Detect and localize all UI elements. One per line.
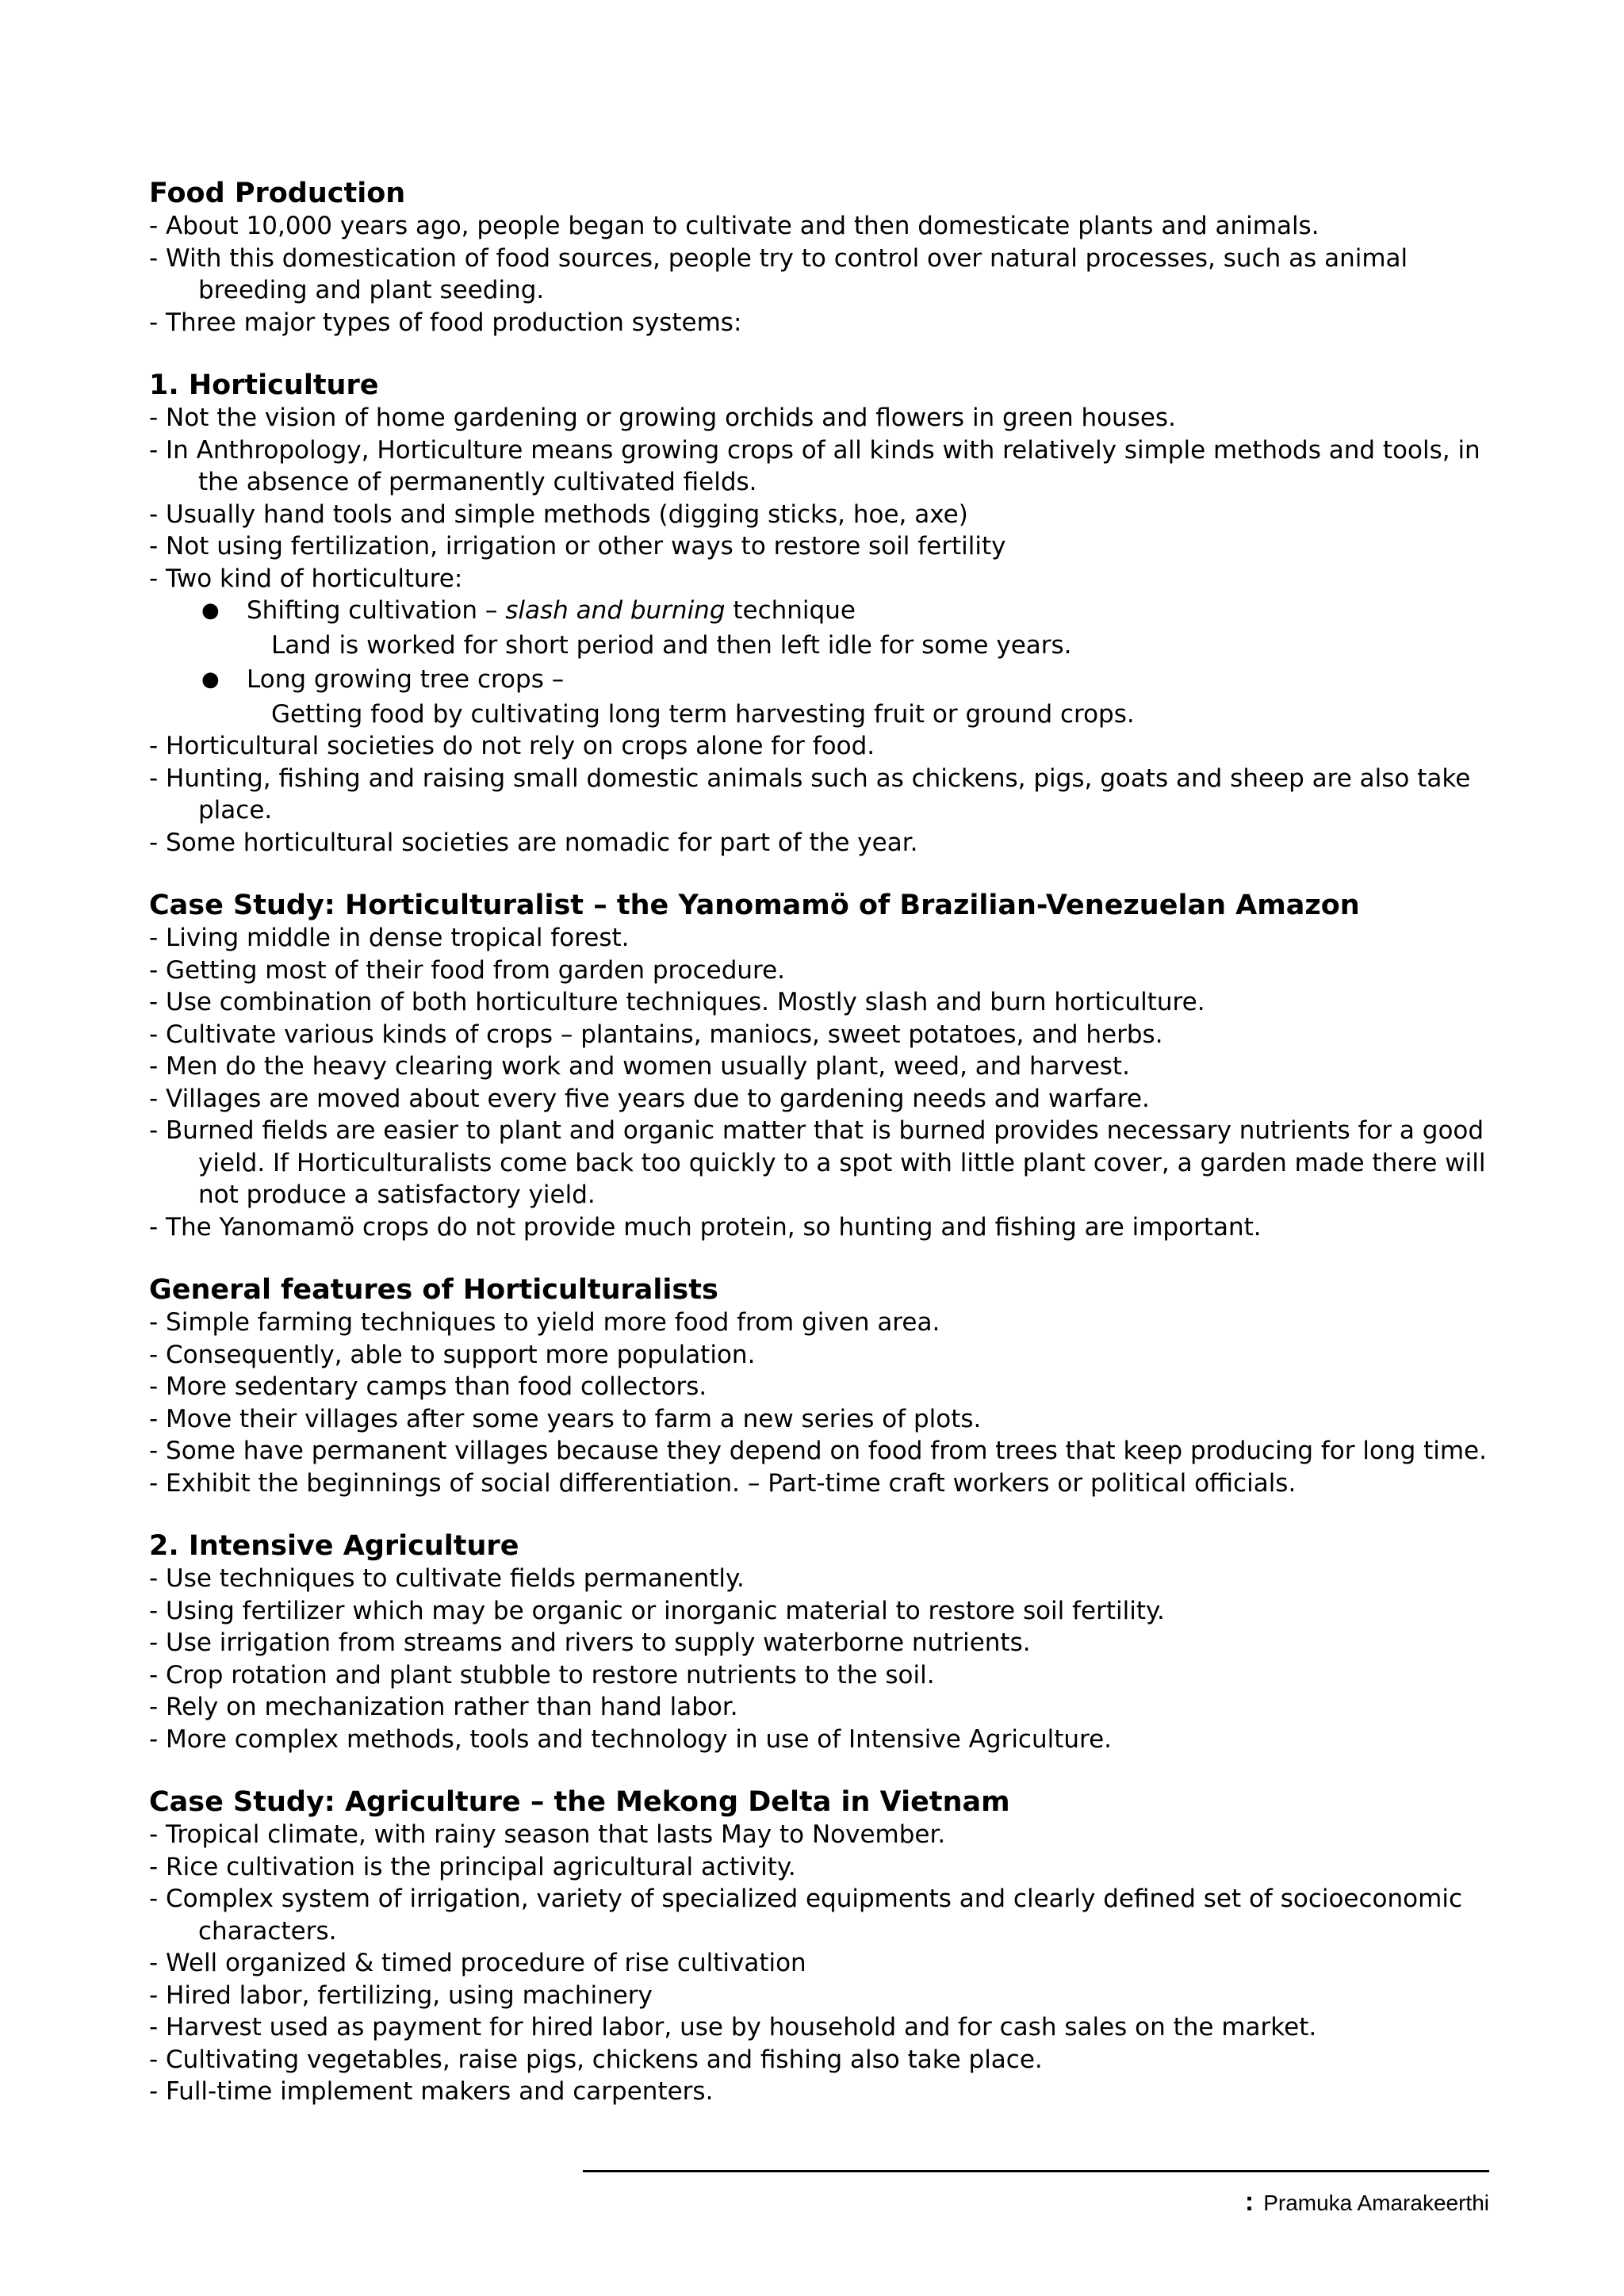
text-line: - Use combination of both horticulture techniques. Mostly slash and burn horticulture.	[149, 988, 1205, 1016]
text-line: - Some horticultural societies are nomadic for part of the year.	[149, 828, 918, 857]
text-line: - Horticultural societies do not rely on crops alone for food.	[149, 732, 875, 760]
text-line: - Not the vision of home gardening or growing orchids and flowers in green houses.	[149, 404, 1176, 432]
bullet-item	[149, 595, 1497, 661]
text-line: - In Anthropology, Horticulture means growing crops of all kinds with relatively simple methods and tools, in the absence of permanently cultivated fields.	[149, 435, 1480, 496]
section-general-features	[149, 1274, 1497, 1499]
text-line: - Well organized & timed procedure of rise cultivation	[149, 1949, 806, 1977]
text-line: - Some have permanent villages because they depend on food from trees that keep producing for long time.	[149, 1437, 1487, 1465]
footer	[1245, 2188, 1489, 2217]
bullet-text: Long growing tree crops –	[247, 665, 565, 694]
text-line: - Usually hand tools and simple methods (digging sticks, hoe, axe)	[149, 499, 968, 529]
bullet-subtext: Getting food by cultivating long term harvesting fruit or ground crops.	[271, 699, 1135, 729]
text-line: - Rice cultivation is the principal agricultural activity.	[149, 1852, 796, 1881]
text-line: - Hunting, fishing and raising small domestic animals such as chickens, pigs, goats and sheep are also take place.	[149, 763, 1471, 825]
text-line: - Not using fertilization, irrigation or other ways to restore soil fertility	[149, 532, 1006, 561]
bullet-subtext: Land is worked for short period and then left idle for some years.	[271, 630, 1072, 660]
text-line: - More sedentary camps than food collectors.	[149, 1372, 707, 1401]
text-line: - Complex system of irrigation, variety of specialized equipments and clearly defined set of socioeconomic characters.	[149, 1885, 1462, 1946]
text-line: - About 10,000 years ago, people began to cultivate and then domesticate plants and animals.	[149, 212, 1320, 240]
section-heading: 2. Intensive Agriculture	[149, 1530, 519, 1562]
section-heading: 1. Horticulture	[149, 369, 379, 401]
bullet-text: Shifting cultivation –	[247, 596, 506, 625]
text-line: - Use techniques to cultivate fields permanently.	[149, 1564, 745, 1593]
footer-mark: :	[1244, 2187, 1254, 2217]
text-line: - Using fertilizer which may be organic or inorganic material to restore soil fertility.	[149, 1596, 1165, 1625]
text-line: - With this domestication of food sources, people try to control over natural processes, such as animal breeding and plant seeding.	[149, 243, 1408, 304]
bullet-icon: ●	[201, 599, 220, 622]
text-line: - Simple farming techniques to yield more food from given area.	[149, 1308, 940, 1337]
document-body	[149, 178, 1497, 2139]
text-line: - The Yanomamö crops do not provide much protein, so hunting and fishing are important.	[149, 1212, 1262, 1242]
section-food-production	[149, 178, 1497, 339]
text-line: - Tropical climate, with rainy season that lasts May to November.	[149, 1820, 946, 1849]
section-heading: Case Study: Agriculture – the Mekong Delta in Vietnam	[149, 1786, 1010, 1818]
text-line: - Cultivating vegetables, raise pigs, chickens and fishing also take place.	[149, 2045, 1043, 2074]
section-intensive-agriculture	[149, 1530, 1497, 1755]
text-line: - Cultivate various kinds of crops – plantains, maniocs, sweet potatoes, and herbs.	[149, 1020, 1163, 1049]
footer-rule	[583, 2170, 1489, 2172]
section-heading: Food Production	[149, 178, 406, 209]
bullet-list	[149, 595, 1497, 730]
text-line: - Living middle in dense tropical forest.	[149, 924, 630, 952]
section-heading: Case Study: Horticulturalist – the Yanomamö of Brazilian-Venezuelan Amazon	[149, 890, 1360, 921]
bullet-italic-text: slash and burning	[505, 596, 726, 625]
section-case-study-yanomamo	[149, 890, 1497, 1243]
text-line: - Consequently, able to support more population.	[149, 1340, 756, 1369]
bullet-icon: ●	[201, 668, 220, 691]
footer-author: Pramuka Amarakeerthi	[1263, 2191, 1489, 2215]
text-line: - Use irrigation from streams and rivers to supply waterborne nutrients.	[149, 1628, 1031, 1657]
text-line: - Harvest used as payment for hired labor, use by household and for cash sales on the market.	[149, 2013, 1317, 2042]
bullet-item	[149, 664, 1497, 730]
text-line: - Move their villages after some years to farm a new series of plots.	[149, 1404, 982, 1433]
bullet-text-after: technique	[725, 596, 856, 625]
text-line: - Three major types of food production systems:	[149, 308, 742, 337]
text-line: - Crop rotation and plant stubble to restore nutrients to the soil.	[149, 1660, 935, 1689]
text-line: - More complex methods, tools and technology in use of Intensive Agriculture.	[149, 1724, 1113, 1754]
text-line: - Villages are moved about every five years due to gardening needs and warfare.	[149, 1084, 1150, 1113]
text-line: - Rely on mechanization rather than hand labor.	[149, 1693, 738, 1721]
text-line: - Burned fields are easier to plant and organic matter that is burned provides necessary nutrients for a good yield. If Horticulturalists come back too quickly to a spot with little plant cover, a garden made there will not produce a satisfactory yield.	[149, 1116, 1486, 1209]
section-horticulture	[149, 369, 1497, 859]
section-case-study-mekong	[149, 1786, 1497, 2108]
text-line: - Two kind of horticulture:	[149, 564, 463, 593]
section-heading: General features of Horticulturalists	[149, 1274, 718, 1306]
text-line: - Getting most of their food from garden procedure.	[149, 955, 786, 985]
text-line: - Hired labor, fertilizing, using machinery	[149, 1980, 653, 2010]
text-line: - Men do the heavy clearing work and women usually plant, weed, and harvest.	[149, 1052, 1130, 1081]
text-line: - Full-time implement makers and carpenters.	[149, 2077, 714, 2106]
text-line: - Exhibit the beginnings of social differentiation. – Part-time craft workers or political officials.	[149, 1468, 1297, 1498]
